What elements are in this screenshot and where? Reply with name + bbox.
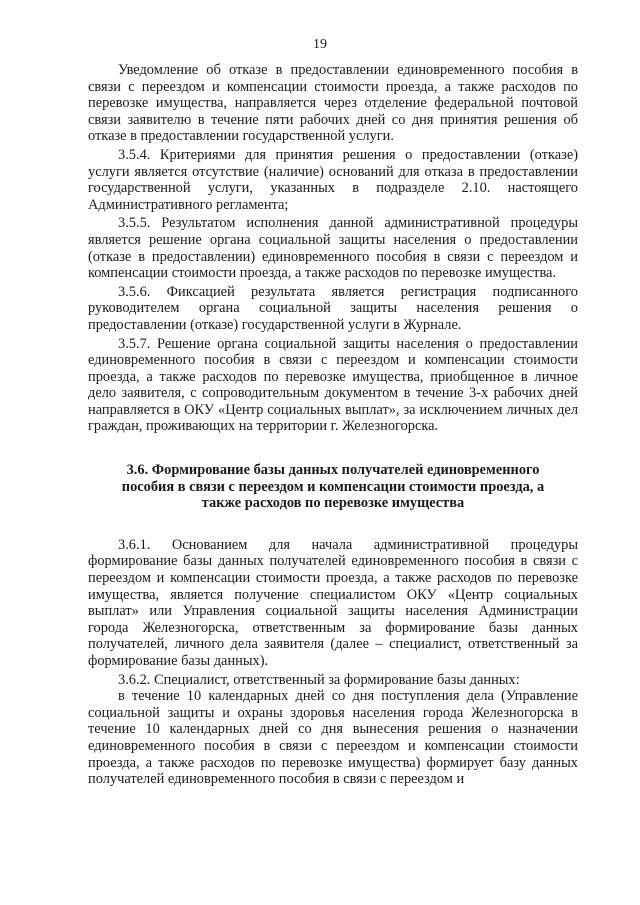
page-number: 19 bbox=[313, 37, 327, 52]
paragraph-3-5-5: 3.5.5. Результатом исполнения данной административной процедуры является решение органа социальной защиты населения о предоставлении (отказе в предоставлении) единовременного пособия в связи с переездом и компенсации стоимости проезда, а также расходов по перевозке имущества. bbox=[88, 215, 578, 282]
paragraph-3-5-6: 3.5.6. Фиксацией результата является регистрация подписанного руководителем органа социальной защиты населения решения о предоставлении (отказе) государственной услуги в Журнале. bbox=[88, 283, 578, 333]
paragraph-3-5-4: 3.5.4. Критериями для принятия решения о предоставлении (отказе) услуги является отсутствие (наличие) оснований для отказа в предоставлении государственной услуги, указанных в подразделе 2.10. настоящего Административного регламента; bbox=[88, 146, 578, 213]
paragraph-3-5-7: 3.5.7. Решение органа социальной защиты населения о предоставлении единовременного пособия в связи с переездом и компенсации стоимости проезда, а также расходов по перевозке имущества, приобщенное в личное дело заявителя, с сопроводительным документом в течение 3-х рабочих дней направляется в ОКУ «Центр социальных выплат», за исключением личных дел граждан, проживающих на территории г. Железногорска. bbox=[88, 335, 578, 435]
paragraph-3-6-2: 3.6.2. Специалист, ответственный за формирование базы данных: bbox=[118, 671, 520, 688]
paragraph-3-6-1: 3.6.1. Основанием для начала административной процедуры формирование базы данных получателей единовременного пособия в связи с переездом и компенсации стоимости проезда, а также расходов по перевозке имущества, является получение специалистом ОКУ «Центр социальных выплат» или Управления социальной защиты населения Администрации города Железногорска, ответственным за формирование базы данных получателей, личного дела заявителя (далее – специалист, ответственный за формирование базы данных). bbox=[88, 536, 578, 669]
paragraph-3-6-2-text: в течение 10 календарных дней со дня поступления дела (Управление социальной защиты и охраны здоровья населения города Железногорска в течение 10 календарных дней со дня вынесения решения о назначении единовременного пособия в связи с переездом и компенсации стоимости проезда, а также расходов по перевозке имущества) формирует базу данных получателей единовременного пособия в связи с переездом и bbox=[88, 688, 578, 788]
document-body bbox=[88, 62, 578, 788]
paragraph-refusal-notice: Уведомление об отказе в предоставлении единовременного пособия в связи с переездом и компенсации стоимости проезда, а также расходов по перевозке имущества, направляется через отделение федеральной почтовой связи заявителю в течение пяти рабочих дней со дня принятия решения об отказе в предоставлении государственной услуги. bbox=[88, 62, 578, 145]
section-heading-3-6: 3.6. Формирование базы данных получателей единовременного пособия в связи с переездом и компенсации стоимости проезда, а также расходов по перевозке имущества bbox=[121, 462, 545, 512]
